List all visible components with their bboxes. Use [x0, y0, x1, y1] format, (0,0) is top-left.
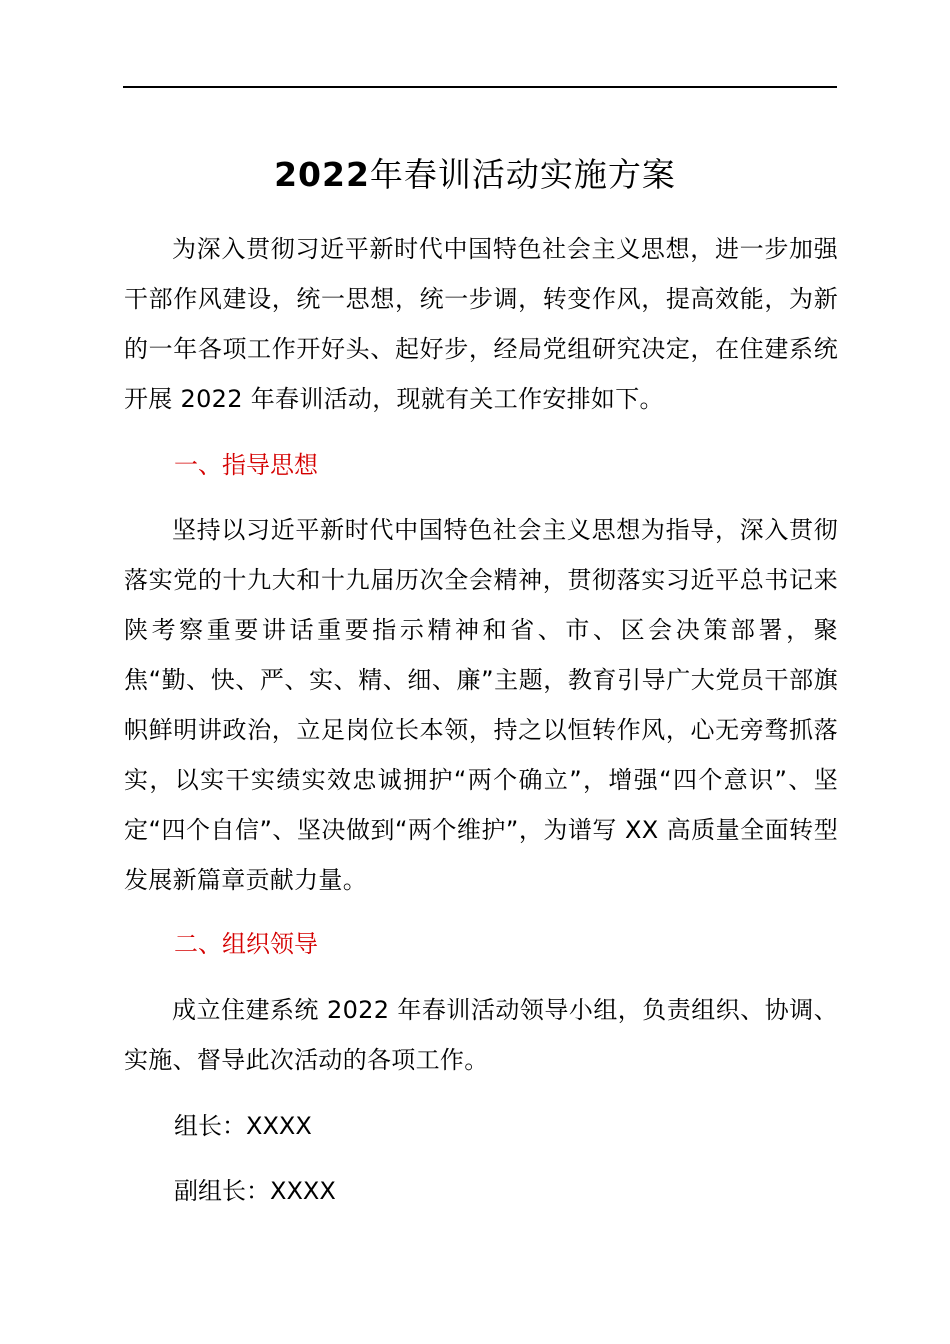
- guiding-ideology-paragraph: 坚持以习近平新时代中国特色社会主义思想为指导，深入贯彻落实党的十九大和十九届历次全会精神，贯彻落实习近平总书记来陕考察重要讲话重要指示精神和省、市、区会决策部署，聚焦“勤、快、严、实、精、细、廉”主题，教育引导广大党员干部旗帜鲜明讲政治，立足岗位长本领，持之以恒转作风，心无旁骛抓落实，以实干实绩实效忠诚拥护“两个确立”，增强“四个意识”、坚定“四个自信”、坚决做到“两个维护”，为谱写 XX 高质量全面转型发展新篇章贡献力量。: [124, 516, 838, 894]
- group-leader-line: 组长：XXXX: [174, 1112, 312, 1140]
- title-year: 2022: [274, 155, 370, 194]
- organization-paragraph: 成立住建系统 2022 年春训活动领导小组，负责组织、协调、实施、督导此次活动的各项工作。: [124, 996, 838, 1074]
- document-title: [0, 150, 950, 200]
- intro-paragraph: 为深入贯彻习近平新时代中国特色社会主义思想，进一步加强干部作风建设，统一思想，统一步调，转变作风，提高效能，为新的一年各项工作开好头、起好步，经局党组研究决定，在住建系统开展 2022 年春训活动，现就有关工作安排如下。: [124, 235, 838, 413]
- deputy-leader-line: 副组长：XXXX: [174, 1177, 336, 1205]
- title-text: 年春训活动实施方案: [369, 155, 676, 194]
- section-heading-guiding-ideology: 一、指导思想: [174, 451, 318, 479]
- header-rule: [123, 86, 837, 88]
- section-heading-organization: 二、组织领导: [174, 930, 318, 958]
